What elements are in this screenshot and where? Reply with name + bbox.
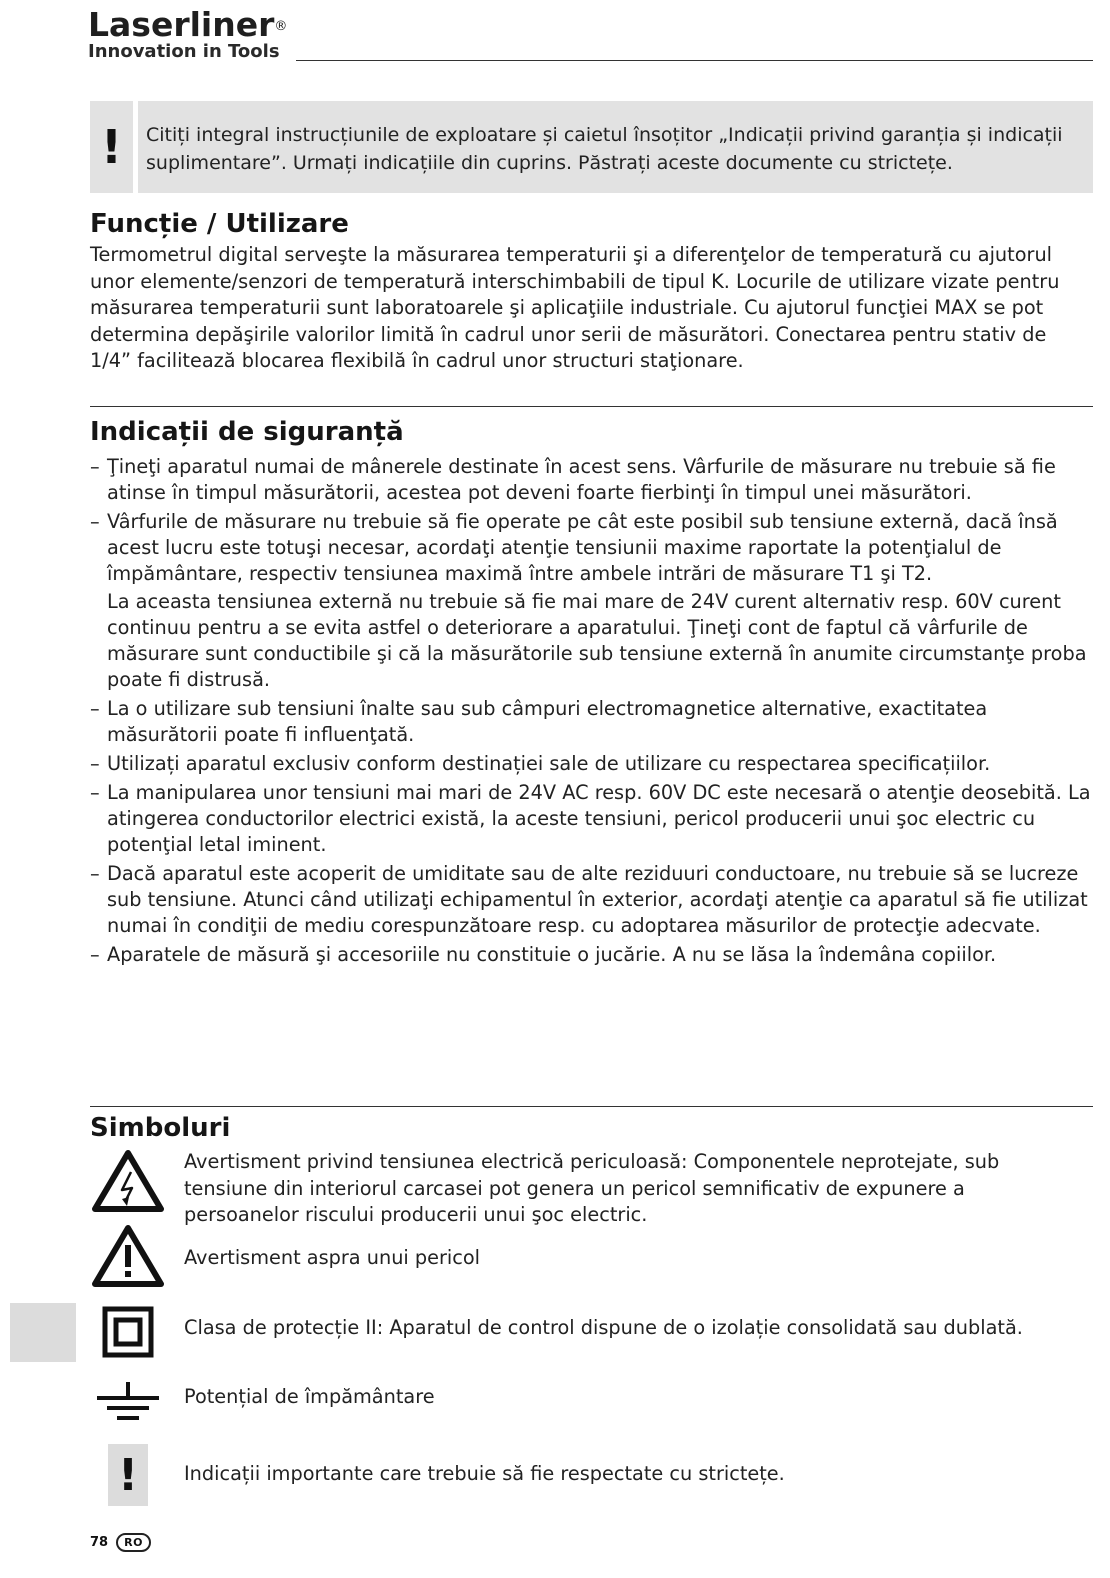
symbol-description: Clasa de protecție II: Aparatul de control dispune de o izolație consolidată sau dublată.	[184, 1316, 1023, 1339]
symbol-description: Indicații importante care trebuie să fie respectate cu strictețe.	[184, 1462, 785, 1485]
function-text: Termometrul digital serveşte la măsurarea temperaturii şi a diferenţelor de temperatură cu ajutorul unor elemente/senzori de temperatură interschimbabili de tipul K. Locurile de utilizare vizate pentru măsurarea temperaturii sunt laboratoarele şi aplicaţiile industriale. Cu ajutorul funcţiei MAX se pot determina depăşirile valorilor limită în cadrul unor serii de măsurători. Conectarea pentru stativ de 1/4” facilitează blocarea flexibilă în cadrul unor structuri staţionare.	[90, 243, 1060, 372]
list-item: – La o utilizare sub tensiuni înalte sau sub câmpuri electromagnetice alternative, exactitatea măsurătorii poate fi influenţată.	[90, 696, 1098, 748]
symbol-description: Potențial de împământare	[184, 1385, 435, 1408]
exclamation-icon	[90, 1444, 166, 1506]
safety-list	[90, 454, 1098, 971]
warning-text: Citiți integral instrucțiunile de exploatare și caietul însoțitor „Indicații privind garanția și indicații suplimentare”. Urmați indicațiile din cuprins. Păstrați aceste documente cu strictețe.	[146, 124, 1063, 174]
symbol-description: Avertisment privind tensiunea electrică periculoasă: Componentele neprotejate, sub tensiune din interiorul carcasei pot genera un pericol semnificativ de expunere a persoanelor riscului producerii unui şoc electric.	[184, 1150, 1000, 1226]
warning-notice	[90, 101, 1093, 193]
list-item: – La manipularea unor tensiuni mai mari de 24V AC resp. 60V DC este necesară o atenţie deosebită. La atingerea conductorilor electrici există, la aceste tensiuni, pericol producerii unui şoc electric cu potenţial letal iminent.	[90, 780, 1098, 858]
list-item: – Aparatele de măsură şi accesoriile nu constituie o jucărie. A nu se lăsa la îndemâna copiilor.	[90, 942, 1098, 968]
section-divider	[90, 1106, 1093, 1107]
logo-tagline: Innovation in Tools	[88, 41, 280, 62]
list-item: – Utilizați aparatul exclusiv conform destinației sale de utilizare cu respectarea specificațiilor.	[90, 751, 1098, 777]
header-divider	[296, 60, 1093, 61]
list-item: – Ţineţi aparatul numai de mânerele destinate în acest sens. Vârfurile de măsurare nu trebuie să fie atinse în timpul măsurătorii, acestea pot deveni foarte fierbinţi în timpul unei măsurători.	[90, 454, 1098, 506]
page-footer	[90, 1533, 151, 1552]
function-heading: Funcție / Utilizare	[90, 209, 349, 239]
warning-triangle-icon	[90, 1225, 166, 1287]
ground-icon	[90, 1382, 166, 1422]
logo-brand-name: Laserliner®	[88, 5, 288, 44]
section-divider	[90, 406, 1093, 407]
exclamation-mark: !	[108, 1444, 148, 1506]
warning-body	[138, 101, 1093, 193]
protection-class-ii-icon	[90, 1306, 166, 1358]
electric-hazard-icon	[90, 1150, 166, 1212]
list-item: – Dacă aparatul este acoperit de umiditate sau de alte reziduuri conductoare, nu trebuie să se lucreze sub tensiune. Atunci când utilizaţi echipamentul în exterior, acordaţi atenţie ca aparatul să fie utilizat numai în condiţii de mediu corespunzătoare resp. cu adoptarea măsurilor de protecţie adecvate.	[90, 861, 1098, 939]
section-tab-marker	[10, 1303, 76, 1362]
symbol-description: Avertisment aspra unui pericol	[184, 1246, 481, 1269]
safety-heading: Indicații de siguranță	[90, 417, 404, 447]
exclamation-icon: !	[90, 101, 133, 193]
language-badge: RO	[116, 1533, 151, 1552]
list-item: – Vârfurile de măsurare nu trebuie să fie operate pe cât este posibil sub tensiune externă, dacă însă acest lucru este totuşi necesar, acordaţi atenţie tensiunii maxime raportate la potenţialul de împământare, respectiv tensiunea maximă între ambele intrări de măsurare T1 şi T2.	[90, 509, 1098, 587]
page-number: 78	[90, 1535, 109, 1550]
symbols-heading: Simboluri	[90, 1113, 231, 1143]
brand-logo	[88, 6, 287, 62]
list-item: La aceasta tensiunea externă nu trebuie să fie mai mare de 24V curent alternativ resp. 60V curent continuu pentru a se evita astfel o deteriorare a aparatului. Ţineţi cont de faptul că vârfurile de măsurare sunt conductibile şi că la măsurătorile sub tensiune externă în anumite circumstanţe proba poate fi distrusă.	[107, 590, 1087, 691]
